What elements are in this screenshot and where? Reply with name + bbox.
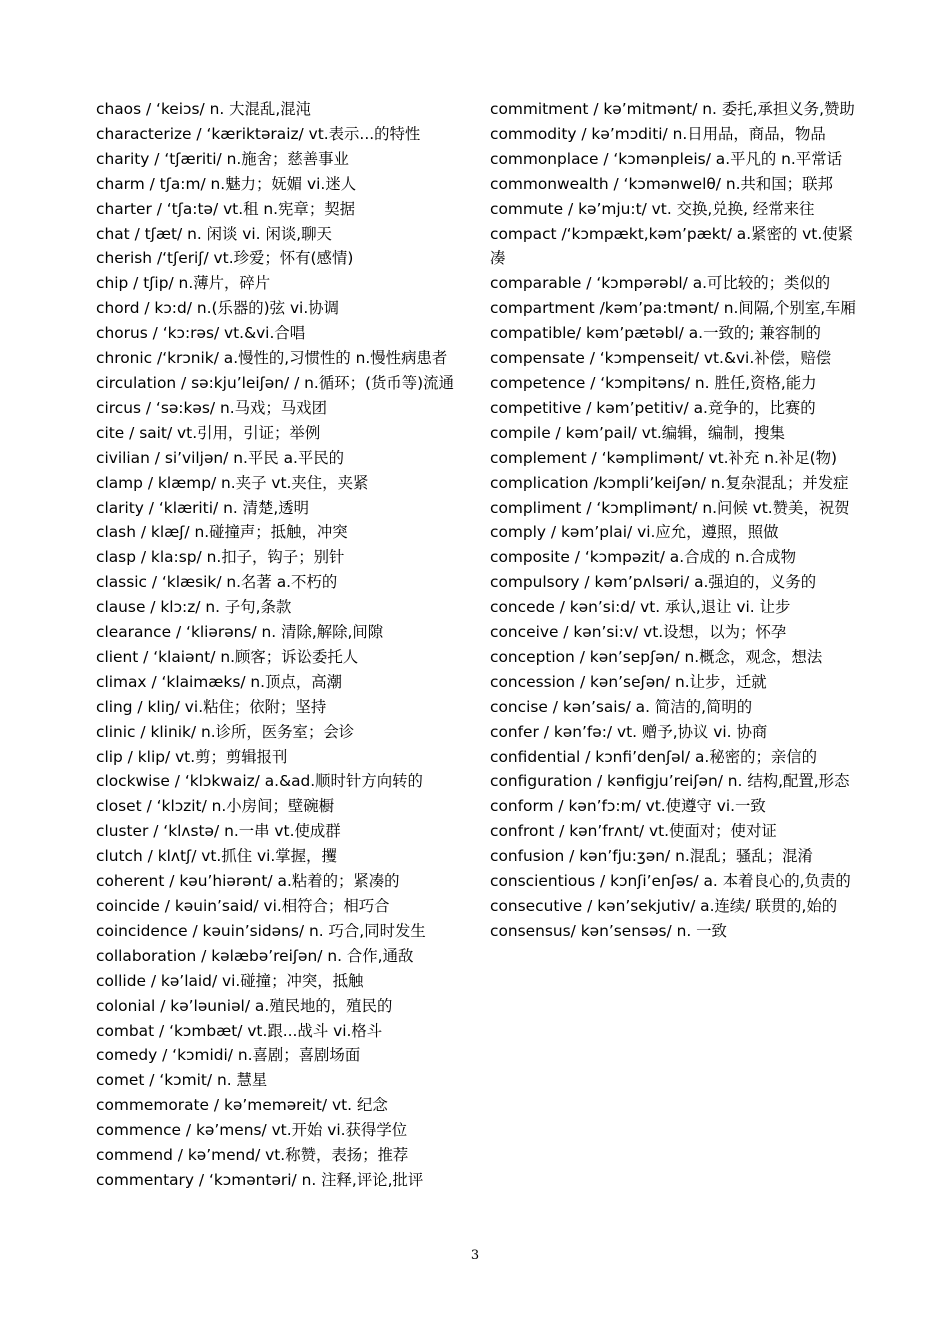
vocab-entry: chaos / ‘keiɔs/ n. 大混乱,混沌 [96, 100, 311, 118]
vocab-entry: compact /‘kɔmpækt,kəm’pækt/ a.紧密的 vt.使紧凑 [490, 224, 853, 268]
vocab-entry: classic / ‘klæsik/ n.名著 a.不朽的 [96, 573, 338, 592]
vocab-entry: charity / ‘tʃæriti/ n.施舍；慈善事业 [96, 149, 349, 168]
vocab-entry: conceive / kən’si:v/ vt.设想，以为；怀孕 [490, 623, 787, 642]
vocab-entry: comedy / ‘kɔmidi/ n.喜剧；喜剧场面 [96, 1046, 361, 1065]
vocab-entry: chorus / ‘kɔ:rəs/ vt.&vi.合唱 [96, 324, 306, 343]
vocab-entry: clutch / klʌtʃ/ vt.抓住 vi.掌握，攫 [96, 847, 337, 866]
vocab-entry: charm / tʃa:m/ n.魅力；妩媚 vi.迷人 [96, 174, 357, 193]
vocab-entry: chronic /‘krɔnik/ a.慢性的,习惯性的 n.慢性病患者 [96, 349, 448, 368]
vocab-entry: coincide / kəuin’said/ vi.相符合；相巧合 [96, 897, 390, 915]
vocab-entry: confer / kən’fə:/ vt. 赠予,协议 vi. 协商 [490, 722, 768, 741]
vocab-entry: combat / ‘kɔmbæt/ vt.跟...战斗 vi.格斗 [96, 1021, 383, 1040]
vocab-entry: conform / kən’fɔ:m/ vt.使遵守 vi.一致 [490, 797, 766, 816]
vocab-entry: composite / ‘kɔmpəzit/ a.合成的 n.合成物 [490, 548, 796, 567]
vocab-entry: concise / kən’sais/ a. 简洁的,简明的 [490, 697, 753, 716]
vocab-entry: conception / kən’sepʃən/ n.概念，观念，想法 [490, 647, 823, 666]
vocab-entry: clarity / ‘klæriti/ n. 清楚,透明 [96, 498, 310, 517]
vocab-entry: cling / kliŋ/ vi.粘住；依附；坚持 [96, 697, 327, 716]
vocab-entry: clockwise / ‘klɔkwaiz/ a.&ad.顺时针方向转的 [96, 772, 423, 791]
vocab-entry: commodity / kə’mɔditi/ n.日用品，商品，物品 [490, 124, 826, 143]
vocab-entry: conscientious / kɔnʃi’enʃəs/ a. 本着良心的,负责的 [490, 872, 851, 891]
vocab-entry: concede / kən’si:d/ vt. 承认,退让 vi. 让步 [490, 598, 791, 617]
vocab-entry: comet / ‘kɔmit/ n. 慧星 [96, 1071, 268, 1090]
vocab-entry: confidential / kɔnfi’denʃəl/ a.秘密的；亲信的 [490, 747, 818, 766]
vocab-entry: collaboration / kəlæbə’reiʃən/ n. 合作,通敌 [96, 946, 414, 965]
vocab-entry: clearance / ‘kliərəns/ n. 清除,解除,间隙 [96, 623, 384, 642]
vocab-entry: commentary / ‘kɔməntəri/ n. 注释,评论,批评 [96, 1170, 424, 1189]
vocab-entry: clinic / klinik/ n.诊所，医务室；会诊 [96, 722, 355, 741]
vocab-entry: commemorate / kə’meməreit/ vt. 纪念 [96, 1096, 388, 1115]
left-column [96, 97, 468, 1193]
vocab-entry: configuration / kənfigju’reiʃən/ n. 结构,配置,形态 [490, 772, 850, 791]
vocab-entry: circulation / sə:kju’leiʃən/ / n.循环；(货币等)流通 [96, 373, 454, 392]
vocab-entry: competence / ‘kɔmpitəns/ n. 胜任,资格,能力 [490, 373, 817, 392]
vocab-entry: cluster / ‘klʌstə/ n.一串 vt.使成群 [96, 822, 341, 841]
vocab-entry: characterize / ‘kæriktəraiz/ vt.表示...的特性 [96, 124, 421, 143]
vocab-entry: concession / kən’seʃən/ n.让步，迁就 [490, 672, 767, 691]
vocab-entry: cite / sait/ vt.引用，引证；举例 [96, 423, 321, 442]
vocab-entry: clash / klæʃ/ n.碰撞声；抵触，冲突 [96, 523, 348, 542]
vocab-entry: client / ‘klaiənt/ n.顾客；诉讼委托人 [96, 647, 359, 666]
vocab-entry: commence / kə’mens/ vt.开始 vi.获得学位 [96, 1121, 408, 1140]
vocab-entry: consensus/ kən’sensəs/ n. 一致 [490, 921, 727, 940]
vocab-entry: compile / kəm’pail/ vt.编辑，编制，搜集 [490, 423, 785, 442]
vocab-entry: clasp / kla:sp/ n.扣子，钩子；别针 [96, 548, 345, 567]
vocab-entry: commitment / kə’mitmənt/ n. 委托,承担义务,赞助 [490, 100, 855, 118]
vocab-entry: compatible/ kəm’pætəbl/ a.一致的; 兼容制的 [490, 324, 821, 343]
vocab-entry: commute / kə’mju:t/ vt. 交换,兑换, 经常来往 [490, 199, 815, 218]
vocab-entry: closet / ‘klɔzit/ n.小房间；壁碗橱 [96, 797, 335, 816]
vocab-entry: commonplace / ‘kɔmənpleis/ a.平凡的 n.平常话 [490, 149, 842, 168]
vocab-entry: charter / ‘tʃa:tə/ vt.租 n.宪章；契据 [96, 199, 355, 218]
vocab-entry: collide / kə’laid/ vi.碰撞；冲突，抵触 [96, 971, 364, 990]
vocab-entry: commonwealth / ‘kɔmənwelθ/ n.共和国；联邦 [490, 174, 833, 193]
vocab-entry: coherent / kəu’hiərənt/ a.粘着的；紧凑的 [96, 872, 400, 891]
vocab-entry: compulsory / kəm’pʌlsəri/ a.强迫的，义务的 [490, 573, 817, 592]
vocab-entry: compensate / ‘kɔmpenseit/ vt.&vi.补偿，赔偿 [490, 349, 832, 368]
vocab-entry: compartment /kəm’pa:tmənt/ n.间隔,个别室,车厢 [490, 299, 856, 318]
vocab-entry: coincidence / kəuin’sidəns/ n. 巧合,同时发生 [96, 921, 426, 940]
vocab-entry: comparable / ‘kɔmpərəbl/ a.可比较的；类似的 [490, 274, 831, 293]
vocab-entry: compliment / ‘kɔmplimənt/ n.问候 vt.赞美，祝贺 [490, 498, 850, 517]
vocab-entry: confront / kən’frʌnt/ vt.使面对；使对证 [490, 822, 777, 841]
vocab-entry: circus / ‘sə:kəs/ n.马戏；马戏团 [96, 398, 327, 417]
vocab-entry: consecutive / kən’sekjutiv/ a.连续/ 联贯的,始的 [490, 897, 838, 915]
vocab-entry: clip / klip/ vt.剪；剪辑报刊 [96, 747, 288, 766]
vocab-entry: complement / ‘kəmplimənt/ vt.补充 n.补足(物) [490, 448, 838, 467]
right-column [490, 97, 862, 944]
vocab-entry: commend / kə’mend/ vt.称赞，表扬；推荐 [96, 1146, 409, 1165]
vocab-entry: complication /kɔmpli’keiʃən/ n.复杂混乱；并发症 [490, 473, 849, 492]
vocab-entry: chat / tʃæt/ n. 闲谈 vi. 闲谈,聊天 [96, 224, 332, 243]
vocab-entry: cherish /‘tʃeriʃ/ vt.珍爱；怀有(感情) [96, 249, 354, 268]
vocab-entry: comply / kəm’plai/ vi.应允，遵照，照做 [490, 523, 779, 542]
vocab-entry: confusion / kən’fju:ʒən/ n.混乱；骚乱；混淆 [490, 847, 813, 866]
page-number: 3 [470, 1248, 480, 1263]
vocab-entry: competitive / kəm’petitiv/ a.竞争的，比赛的 [490, 398, 816, 417]
vocab-entry: climax / ‘klaimæks/ n.顶点，高潮 [96, 672, 343, 691]
vocab-entry: chip / tʃip/ n.薄片，碎片 [96, 274, 271, 293]
vocab-entry: clamp / klæmp/ n.夹子 vt.夹住，夹紧 [96, 473, 369, 492]
vocab-entry: colonial / kə’ləuniəl/ a.殖民地的，殖民的 [96, 996, 393, 1015]
vocab-entry: chord / kɔ:d/ n.(乐器的)弦 vi.协调 [96, 299, 339, 318]
vocab-entry: clause / klɔ:z/ n. 子句,条款 [96, 598, 292, 617]
vocab-entry: civilian / si’viljən/ n.平民 a.平民的 [96, 448, 345, 467]
